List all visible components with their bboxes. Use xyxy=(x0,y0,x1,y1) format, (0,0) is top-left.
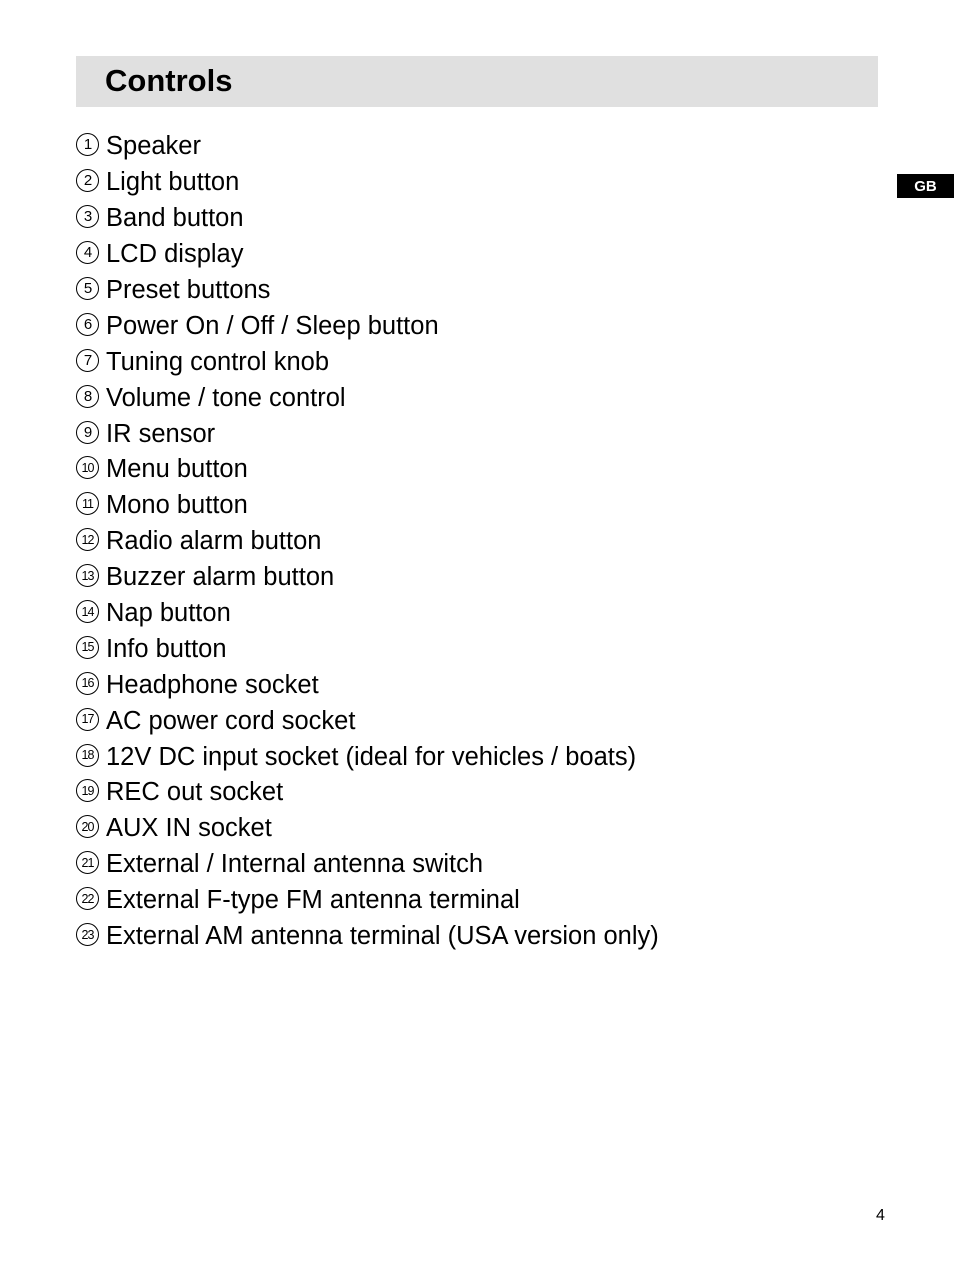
control-label: AUX IN socket xyxy=(106,814,272,843)
control-label: Volume / tone control xyxy=(106,383,346,412)
page-title: Controls xyxy=(105,63,233,98)
circled-number: 6 xyxy=(76,313,99,336)
control-label: External AM antenna terminal (USA version only) xyxy=(106,922,659,951)
controls-list xyxy=(76,129,659,954)
list-item xyxy=(76,739,659,775)
circled-number: 8 xyxy=(76,385,99,408)
control-label: REC out socket xyxy=(106,778,284,807)
list-item xyxy=(76,237,659,273)
circled-number: 10 xyxy=(76,456,99,479)
control-label: 12V DC input socket (ideal for vehicles / boats) xyxy=(106,742,637,771)
list-item xyxy=(76,631,659,667)
list-item xyxy=(76,380,659,416)
circled-number: 5 xyxy=(76,277,99,300)
circled-number: 2 xyxy=(76,169,99,192)
circled-number: 20 xyxy=(76,815,99,838)
list-item xyxy=(76,775,659,811)
control-label: External F-type FM antenna terminal xyxy=(106,886,520,915)
circled-number: 11 xyxy=(76,492,99,515)
list-item xyxy=(76,703,659,739)
circled-number: 14 xyxy=(76,600,99,623)
list-item xyxy=(76,452,659,488)
control-label: Mono button xyxy=(106,491,248,520)
list-item xyxy=(76,883,659,919)
page-number: 4 xyxy=(876,1207,885,1224)
circled-number: 15 xyxy=(76,636,99,659)
circled-number: 22 xyxy=(76,887,99,910)
list-item xyxy=(76,847,659,883)
control-label: Radio alarm button xyxy=(106,527,322,556)
circled-number: 21 xyxy=(76,851,99,874)
section-header xyxy=(76,56,878,107)
circled-number: 9 xyxy=(76,421,99,444)
control-label: Info button xyxy=(106,634,227,663)
circled-number: 3 xyxy=(76,205,99,228)
list-item xyxy=(76,811,659,847)
control-label: AC power cord socket xyxy=(106,706,356,735)
list-item xyxy=(76,129,659,165)
list-item xyxy=(76,667,659,703)
list-item xyxy=(76,201,659,237)
circled-number: 16 xyxy=(76,672,99,695)
control-label: Power On / Off / Sleep button xyxy=(106,311,439,340)
list-item xyxy=(76,273,659,309)
control-label: IR sensor xyxy=(106,419,216,448)
circled-number: 18 xyxy=(76,744,99,767)
control-label: External / Internal antenna switch xyxy=(106,850,484,879)
circled-number: 7 xyxy=(76,349,99,372)
circled-number: 13 xyxy=(76,564,99,587)
list-item xyxy=(76,524,659,560)
list-item xyxy=(76,919,659,955)
control-label: Light button xyxy=(106,168,240,197)
list-item xyxy=(76,560,659,596)
control-label: Speaker xyxy=(106,132,201,161)
list-item xyxy=(76,308,659,344)
control-label: LCD display xyxy=(106,240,244,269)
circled-number: 4 xyxy=(76,241,99,264)
list-item xyxy=(76,344,659,380)
circled-number: 23 xyxy=(76,923,99,946)
control-label: Preset buttons xyxy=(106,276,271,304)
control-label: Band button xyxy=(106,204,244,233)
control-label: Buzzer alarm button xyxy=(106,563,335,592)
circled-number: 19 xyxy=(76,779,99,802)
circled-number: 12 xyxy=(76,528,99,551)
list-item xyxy=(76,596,659,632)
control-label: Nap button xyxy=(106,599,231,628)
list-item xyxy=(76,488,659,524)
list-item xyxy=(76,416,659,452)
control-label: Tuning control knob xyxy=(106,347,330,376)
circled-number: 17 xyxy=(76,708,99,731)
language-tab: GB xyxy=(897,174,954,198)
control-label: Menu button xyxy=(106,455,248,484)
circled-number: 1 xyxy=(76,133,99,156)
list-item xyxy=(76,165,659,201)
control-label: Headphone socket xyxy=(106,670,319,699)
